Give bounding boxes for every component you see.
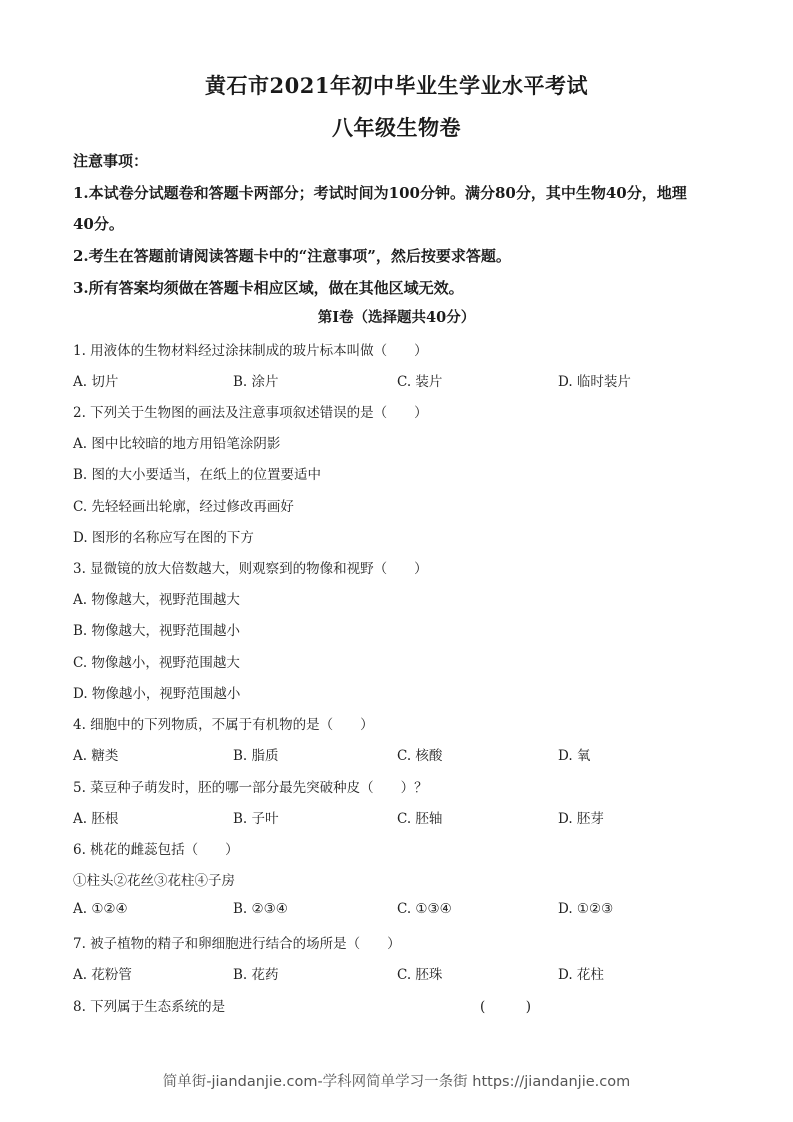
exam-subtitle: 八年级生物卷 (332, 115, 461, 140)
question-3-stem: 3. 显微镜的放大倍数越大，则观察到的物像和视野（ ） (73, 561, 428, 577)
question-2-option-a: A. 图中比较暗的地方用铅笔涂阴影 (73, 436, 281, 452)
question-4-option-a: A. 糖类 (73, 748, 119, 764)
question-5-option-b: B. 子叶 (233, 811, 279, 827)
question-8-answer-blank: ( ) (480, 999, 532, 1015)
question-2-option-d: D. 图形的名称应写在图的下方 (73, 530, 254, 546)
question-6-option-c: C. ①③④ (397, 901, 452, 917)
question-6-stem: 6. 桃花的雌蕊包括（ ） (73, 842, 239, 858)
notice-item-3: 3.所有答案均须做在答题卡相应区域，做在其他区域无效。 (73, 279, 464, 297)
notice-item-1: 1.本试卷分试题卷和答题卡两部分；考试时间为100分钟。满分80分，其中生物40分，地理 (73, 184, 687, 202)
question-7-stem: 7. 被子植物的精子和卵细胞进行结合的场所是（ ） (73, 936, 401, 952)
question-3-option-c: C. 物像越小，视野范围越大 (73, 655, 240, 671)
question-4-option-b: B. 脂质 (233, 748, 279, 764)
question-1-option-b: B. 涂片 (233, 374, 279, 390)
question-5-option-d: D. 胚芽 (558, 811, 604, 827)
notice-item-1-cont: 40分。 (73, 215, 124, 233)
question-7-option-c: C. 胚珠 (397, 967, 443, 983)
question-5-stem: 5. 菜豆种子萌发时，胚的哪一部分最先突破种皮（ ）？ (73, 780, 428, 796)
question-8-stem: 8. 下列属于生态系统的是 (73, 999, 226, 1015)
question-7-option-a: A. 花粉管 (73, 967, 132, 983)
watermark-footer: 简单街-jiandanjie.com-学科网简单学习一条街 https://jiandanjie.com (162, 1074, 631, 1090)
notice-item-2: 2.考生在答题前请阅读答题卡中的“注意事项”，然后按要求答题。 (73, 247, 511, 265)
question-7-option-b: B. 花药 (233, 967, 279, 983)
question-7-option-d: D. 花柱 (558, 967, 604, 983)
question-4-stem: 4. 细胞中的下列物质，不属于有机物的是（ ） (73, 717, 374, 733)
question-6-option-a: A. ①②④ (73, 901, 128, 917)
question-4-option-c: C. 核酸 (397, 748, 443, 764)
question-2-stem: 2. 下列关于生物图的画法及注意事项叙述错误的是（ ） (73, 405, 428, 421)
section-title: 第Ⅰ卷（选择题共40分） (317, 309, 476, 326)
question-2-option-c: C. 先轻轻画出轮廓，经过修改再画好 (73, 499, 294, 515)
question-1-stem: 1. 用液体的生物材料经过涂抹制成的玻片标本叫做（ ） (73, 343, 428, 359)
question-3-option-d: D. 物像越小，视野范围越小 (73, 686, 241, 702)
question-3-option-a: A. 物像越大，视野范围越大 (73, 592, 240, 608)
question-5-option-a: A. 胚根 (73, 811, 119, 827)
question-4-option-d: D. 氧 (558, 748, 591, 764)
question-6-subtext: ①柱头②花丝③花柱④子房 (73, 873, 235, 889)
question-6-option-b: B. ②③④ (233, 901, 288, 917)
exam-title: 黄石市2021年初中毕业生学业水平考试 (205, 73, 588, 98)
question-1-option-c: C. 装片 (397, 374, 443, 390)
question-2-option-b: B. 图的大小要适当，在纸上的位置要适中 (73, 467, 322, 483)
question-3-option-b: B. 物像越大，视野范围越小 (73, 623, 241, 639)
notice-heading: 注意事项： (73, 152, 149, 170)
question-6-option-d: D. ①②③ (558, 901, 614, 917)
question-5-option-c: C. 胚轴 (397, 811, 443, 827)
question-1-option-d: D. 临时装片 (558, 374, 631, 390)
question-1-option-a: A. 切片 (73, 374, 119, 390)
